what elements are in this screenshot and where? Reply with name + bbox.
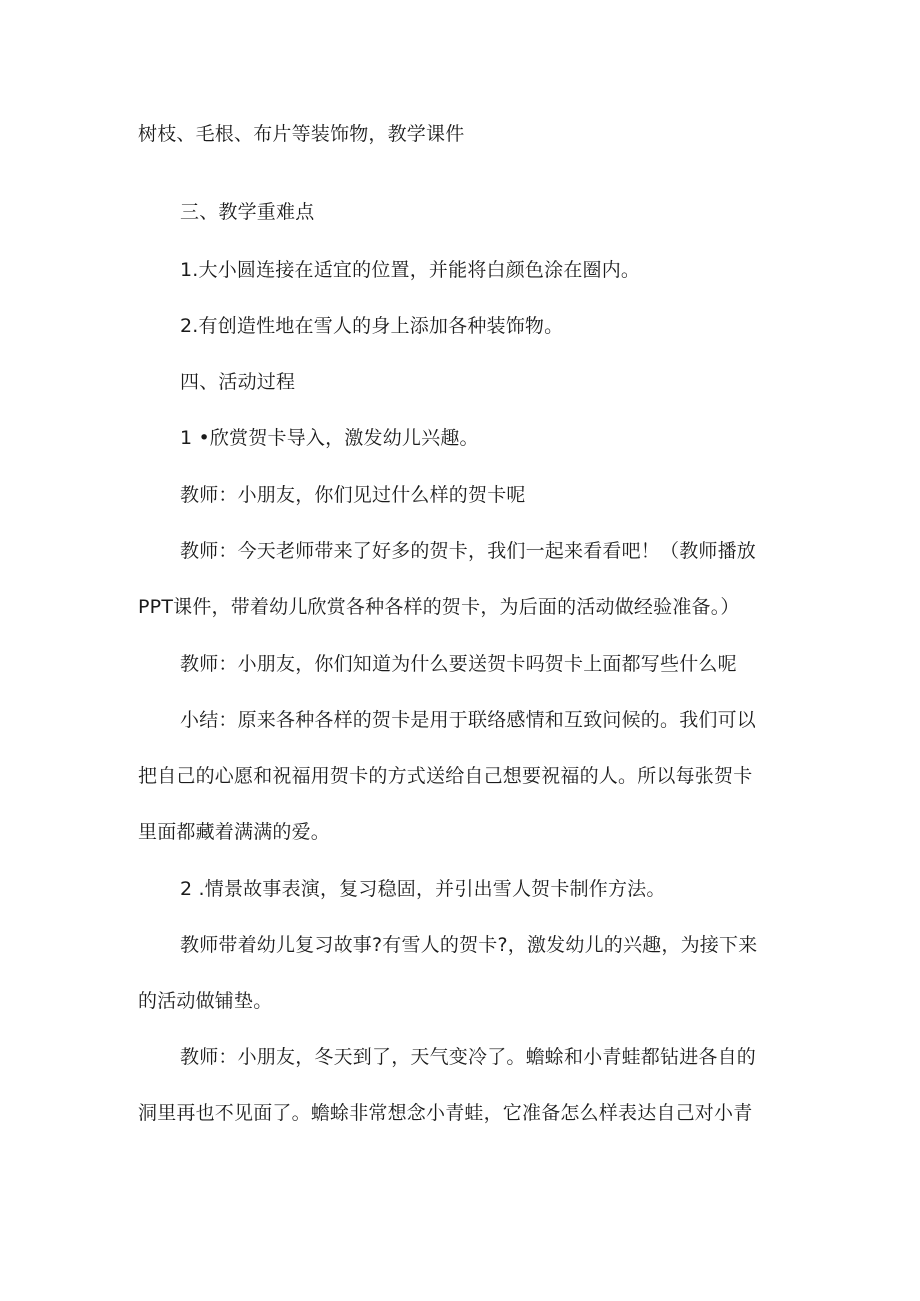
summary-line-2: 把自己的心愿和祝福用贺卡的方式送给自己想要祝福的人。所以每张贺卡 bbox=[138, 765, 753, 787]
summary-line-1: 小结：原来各种各样的贺卡是用于联络感情和互致问候的。我们可以 bbox=[180, 709, 757, 731]
teacher-line-3: 教师：小朋友，你们知道为什么要送贺卡吗贺卡上面都写些什么呢 bbox=[180, 653, 737, 675]
key-point-2: 2.有创造性地在雪人的身上添加各种装饰物。 bbox=[180, 315, 564, 337]
materials-line: 树枝、毛根、布片等装饰物，教学课件 bbox=[138, 123, 465, 145]
summary-line-3: 里面都藏着满满的爱。 bbox=[138, 821, 331, 843]
step-2-heading: 2 .情景故事表演，复习稳固，并引出雪人贺卡制作方法。 bbox=[180, 878, 666, 900]
teacher-line-2: 教师：今天老师带来了好多的贺卡，我们一起来看看吧！（教师播放 bbox=[180, 540, 757, 562]
section-heading-activity-process: 四、活动过程 bbox=[180, 371, 296, 393]
story-line-1: 教师：小朋友，冬天到了，天气变冷了。蟾蜍和小青蛙都钻进各自的 bbox=[180, 1046, 757, 1068]
teacher-line-1: 教师：小朋友，你们见过什么样的贺卡呢 bbox=[180, 484, 526, 506]
story-line-2: 洞里再也不见面了。蟾蜍非常想念小青蛙，它准备怎么样表达自己对小青 bbox=[138, 1102, 753, 1124]
review-story-line-2: 的活动做铺垫。 bbox=[138, 990, 273, 1012]
section-heading-key-points: 三、教学重难点 bbox=[180, 201, 315, 223]
teacher-line-2-continued: PPT课件，带着幼儿欣赏各种各样的贺卡，为后面的活动做经验准备。） bbox=[138, 596, 740, 618]
step-1-heading: 1 •欣赏贺卡导入，激发幼儿兴趣。 bbox=[180, 427, 479, 449]
review-story-line-1: 教师带着幼儿复习故事?有雪人的贺卡?，激发幼儿的兴趣，为接下来 bbox=[180, 934, 758, 956]
key-point-1: 1.大小圆连接在适宜的位置，并能将白颜色涂在圈内。 bbox=[180, 259, 641, 281]
